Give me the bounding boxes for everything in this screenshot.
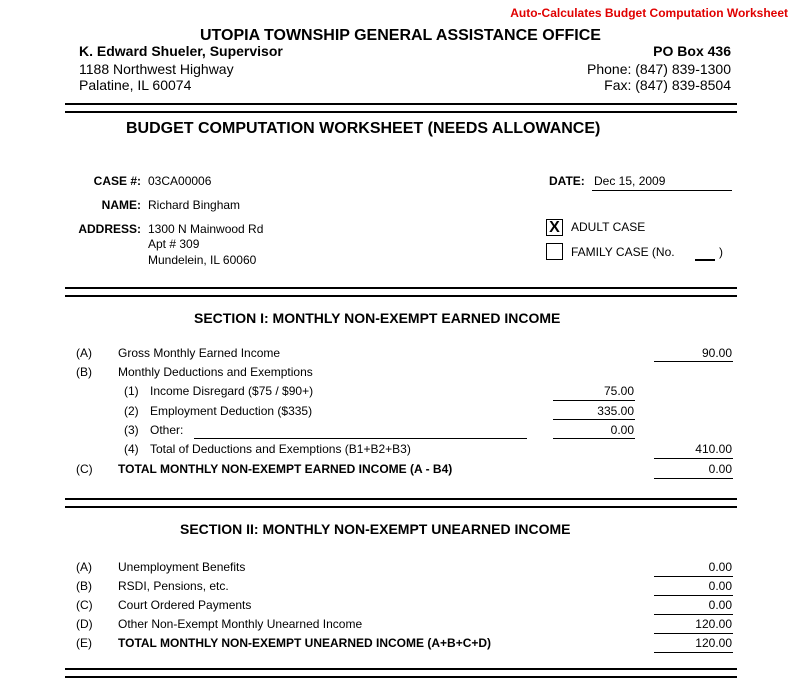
family-case-checkbox[interactable]: [546, 243, 563, 260]
section2-title: SECTION II: MONTHLY NON-EXEMPT UNEARNED INCOME: [180, 521, 571, 537]
office-city: Palatine, IL 60074: [79, 77, 192, 93]
po-box: PO Box 436: [653, 43, 731, 59]
s2-d-label: Other Non-Exempt Monthly Unearned Income: [118, 617, 363, 631]
s1-b3-num: (3): [124, 423, 139, 437]
s1-a-letter: (A): [76, 346, 92, 360]
s2-e-value-line: [654, 652, 733, 653]
s1-b3-label: Other:: [150, 423, 184, 437]
s2-b-value-line: [654, 595, 733, 596]
case-number-value[interactable]: 03CA00006: [148, 174, 212, 188]
s1-a-label: Gross Monthly Earned Income: [118, 346, 281, 360]
office-phone: Phone: (847) 839-1300: [587, 61, 731, 77]
s1-c-label: TOTAL MONTHLY NON-EXEMPT EARNED INCOME (A - B4): [118, 462, 453, 476]
s1-a-value-line: [654, 361, 733, 362]
s1-b2-num: (2): [124, 404, 139, 418]
address-line3[interactable]: Mundelein, IL 60060: [148, 253, 257, 267]
s2-d-letter: (D): [76, 617, 93, 631]
s1-b2-value-line: [553, 419, 635, 420]
s1-b-letter: (B): [76, 365, 92, 379]
s2-a-letter: (A): [76, 560, 92, 574]
s2-b-value[interactable]: 0.00: [708, 579, 732, 593]
section1-divider: [65, 287, 737, 297]
family-case-label: FAMILY CASE (No.: [571, 245, 675, 259]
s1-c-value[interactable]: 0.00: [708, 462, 732, 476]
header-divider: [65, 103, 737, 113]
date-label: DATE:: [549, 174, 585, 188]
s1-b1-num: (1): [124, 384, 139, 398]
s1-b2-value[interactable]: 335.00: [597, 404, 634, 418]
s2-c-value-line: [654, 614, 733, 615]
address-line2[interactable]: Apt # 309: [148, 237, 200, 251]
section1-title: SECTION I: MONTHLY NON-EXEMPT EARNED INCOME: [194, 310, 561, 326]
s1-b1-label: Income Disregard ($75 / $90+): [150, 384, 314, 398]
s2-e-label: TOTAL MONTHLY NON-EXEMPT UNEARNED INCOME (A+B+C+D): [118, 636, 492, 650]
date-value[interactable]: Dec 15, 2009: [594, 174, 666, 188]
section2-divider: [65, 498, 737, 508]
s2-a-value-line: [654, 576, 733, 577]
s1-b4-value-line: [654, 458, 733, 459]
s1-b1-value-line: [553, 400, 635, 401]
address-label: ADDRESS:: [78, 222, 141, 236]
footer-divider: [65, 668, 737, 678]
date-underline: [592, 190, 732, 191]
address-line1[interactable]: 1300 N Mainwood Rd: [148, 222, 264, 236]
s1-c-value-line: [654, 478, 733, 479]
s2-a-value[interactable]: 0.00: [708, 560, 732, 574]
s2-e-value[interactable]: 120.00: [695, 636, 732, 650]
s2-c-value[interactable]: 0.00: [708, 598, 732, 612]
s2-a-label: Unemployment Benefits: [118, 560, 246, 574]
s1-c-letter: (C): [76, 462, 93, 476]
s1-b3-other-field[interactable]: [194, 438, 527, 439]
s2-d-value[interactable]: 120.00: [695, 617, 732, 631]
s2-d-value-line: [654, 633, 733, 634]
s2-b-label: RSDI, Pensions, etc.: [118, 579, 229, 593]
s2-c-letter: (C): [76, 598, 93, 612]
s2-e-letter: (E): [76, 636, 92, 650]
s1-b3-value[interactable]: 0.00: [610, 423, 634, 437]
s1-a-value[interactable]: 90.00: [701, 346, 732, 360]
s2-c-label: Court Ordered Payments: [118, 598, 252, 612]
office-title: UTOPIA TOWNSHIP GENERAL ASSISTANCE OFFICE: [200, 27, 601, 44]
worksheet-title: BUDGET COMPUTATION WORKSHEET (NEEDS ALLOWANCE): [126, 120, 601, 137]
s1-b3-value-line: [553, 438, 635, 439]
name-label: NAME:: [101, 198, 141, 212]
adult-case-checkbox[interactable]: X: [546, 219, 563, 236]
case-number-label: CASE #:: [93, 174, 141, 188]
office-street: 1188 Northwest Highway: [79, 61, 234, 77]
s2-b-letter: (B): [76, 579, 92, 593]
s1-b4-value[interactable]: 410.00: [695, 442, 732, 456]
s1-b-label: Monthly Deductions and Exemptions: [118, 365, 313, 379]
s1-b2-label: Employment Deduction ($335): [150, 404, 313, 418]
adult-case-label: ADULT CASE: [571, 220, 646, 234]
name-value[interactable]: Richard Bingham: [148, 198, 241, 212]
s1-b4-label: Total of Deductions and Exemptions (B1+B2+B3): [150, 442, 411, 456]
family-count-field[interactable]: [695, 259, 715, 261]
s1-b4-num: (4): [124, 442, 139, 456]
family-case-close: ): [719, 245, 723, 259]
supervisor-name: K. Edward Shueler, Supervisor: [79, 43, 283, 59]
office-fax: Fax: (847) 839-8504: [604, 77, 731, 93]
auto-calc-banner: Auto-Calculates Budget Computation Worksheet: [510, 6, 788, 20]
s1-b1-value[interactable]: 75.00: [603, 384, 634, 398]
